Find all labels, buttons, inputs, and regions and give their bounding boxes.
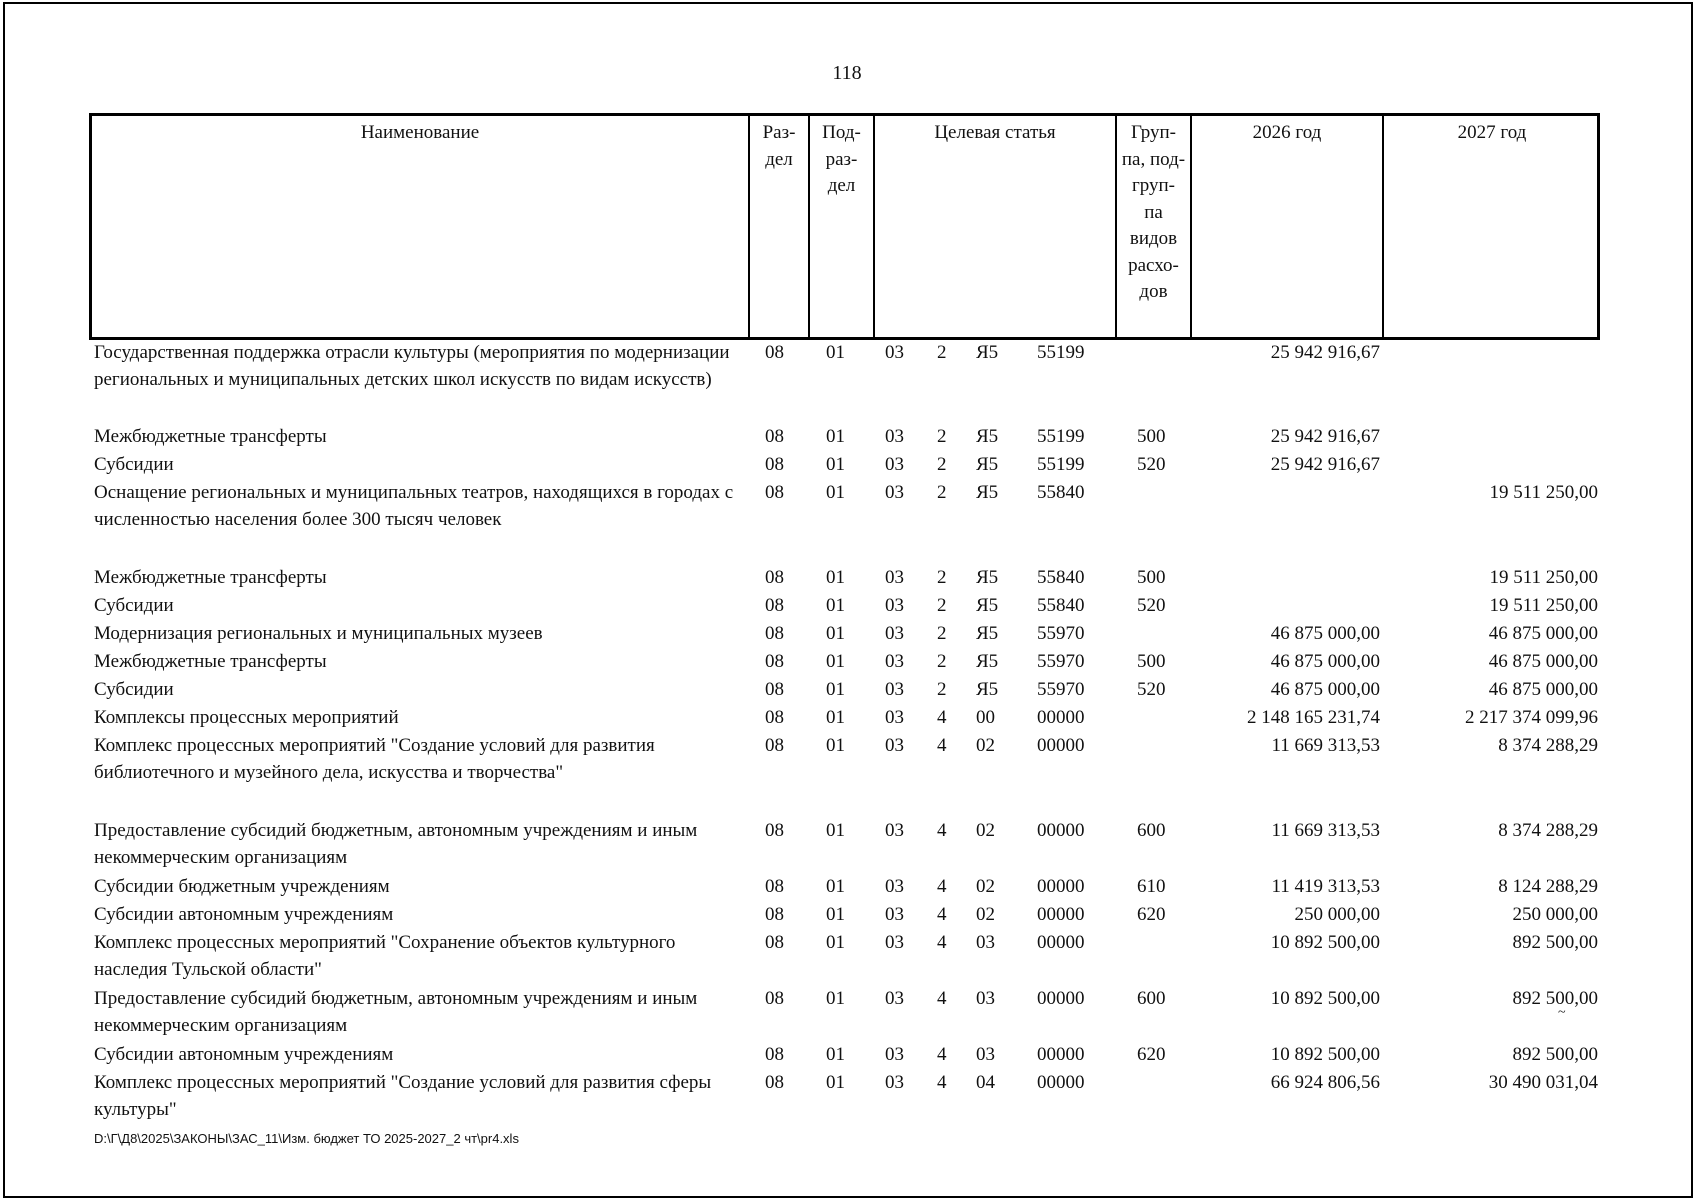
row-razdel: 08 (765, 623, 784, 644)
row-target-program: 03 (885, 1044, 904, 1065)
row-target-program: 03 (885, 988, 904, 1009)
row-target-program: 03 (885, 707, 904, 728)
row-target-project: Я5 (976, 454, 999, 475)
row-target-code: 00000 (1037, 1044, 1085, 1065)
row-name: Субсидии автономным учреждениям (94, 904, 394, 925)
row-target-code: 00000 (1037, 735, 1085, 756)
row-value-2026: 25 942 916,67 (1270, 454, 1380, 475)
row-target-type: 2 (937, 623, 947, 644)
row-razdel: 08 (765, 1072, 784, 1093)
row-target-code: 55970 (1037, 651, 1085, 672)
row-target-type: 4 (937, 876, 947, 897)
row-podrazdel: 01 (826, 1072, 845, 1093)
row-value-2026: 10 892 500,00 (1270, 1044, 1380, 1065)
row-razdel: 08 (765, 426, 784, 447)
row-target-type: 4 (937, 820, 947, 841)
row-target-type: 2 (937, 651, 947, 672)
row-target-type: 4 (937, 735, 947, 756)
row-value-2027: 2 217 374 099,96 (1465, 707, 1598, 728)
row-value-2026: 11 669 313,53 (1271, 820, 1380, 841)
row-target-type: 4 (937, 988, 947, 1009)
row-name: Комплекс процессных мероприятий "Создание условий для развития сферы культуры" (94, 1072, 712, 1120)
row-target-code: 55970 (1037, 623, 1085, 644)
row-target-code: 55840 (1037, 595, 1085, 616)
row-razdel: 08 (765, 932, 784, 953)
row-group: 500 (1137, 426, 1166, 447)
row-group: 500 (1137, 567, 1166, 588)
row-value-2026: 25 942 916,67 (1270, 342, 1380, 363)
row-target-project: Я5 (976, 623, 999, 644)
row-target-code: 55970 (1037, 679, 1085, 700)
row-target-code: 00000 (1037, 988, 1085, 1009)
row-podrazdel: 01 (826, 595, 845, 616)
row-value-2026: 250 000,00 (1294, 904, 1380, 925)
header-divider (1382, 116, 1384, 337)
row-target-code: 00000 (1037, 707, 1085, 728)
row-razdel: 08 (765, 707, 784, 728)
row-razdel: 08 (765, 820, 784, 841)
row-target-project: 03 (976, 1044, 995, 1065)
row-value-2027: 8 374 288,29 (1498, 735, 1598, 756)
row-target-type: 2 (937, 595, 947, 616)
row-target-project: Я5 (976, 679, 999, 700)
row-name: Предоставление субсидий бюджетным, автономным учреждениям и иным некоммерческим организациям (94, 988, 698, 1036)
row-value-2026: 2 148 165 231,74 (1247, 707, 1380, 728)
row-razdel: 08 (765, 735, 784, 756)
row-target-program: 03 (885, 679, 904, 700)
row-podrazdel: 01 (826, 426, 845, 447)
row-target-project: Я5 (976, 595, 999, 616)
row-podrazdel: 01 (826, 482, 845, 503)
table-header (89, 113, 1600, 340)
row-target-project: Я5 (976, 426, 999, 447)
row-podrazdel: 01 (826, 904, 845, 925)
row-target-program: 03 (885, 426, 904, 447)
row-value-2027: 46 875 000,00 (1488, 679, 1598, 700)
row-value-2027: 892 500,00 (1512, 1044, 1598, 1065)
row-target-code: 55199 (1037, 342, 1085, 363)
row-name: Субсидии (94, 679, 174, 700)
row-group: 620 (1137, 1044, 1166, 1065)
row-value-2026: 11 669 313,53 (1271, 735, 1380, 756)
header-target: Целевая статья (934, 122, 1056, 143)
row-target-type: 2 (937, 679, 947, 700)
row-value-2026: 66 924 806,56 (1270, 1072, 1380, 1093)
row-target-type: 2 (937, 482, 947, 503)
row-name: Субсидии (94, 595, 174, 616)
row-group: 520 (1137, 679, 1166, 700)
row-target-type: 4 (937, 904, 947, 925)
row-target-code: 00000 (1037, 932, 1085, 953)
row-razdel: 08 (765, 988, 784, 1009)
row-name: Оснащение региональных и муниципальных театров, находящихся в городах с численностью населения более 300 тысяч человек (94, 482, 734, 530)
header-divider (873, 116, 875, 337)
row-target-program: 03 (885, 651, 904, 672)
row-target-project: Я5 (976, 482, 999, 503)
row-target-type: 2 (937, 342, 947, 363)
row-podrazdel: 01 (826, 623, 845, 644)
row-podrazdel: 01 (826, 679, 845, 700)
row-podrazdel: 01 (826, 932, 845, 953)
row-target-project: 02 (976, 735, 995, 756)
row-name: Межбюджетные трансферты (94, 651, 327, 672)
row-target-project: 03 (976, 932, 995, 953)
row-podrazdel: 01 (826, 342, 845, 363)
row-value-2027: 46 875 000,00 (1488, 623, 1598, 644)
row-razdel: 08 (765, 567, 784, 588)
row-razdel: 08 (765, 342, 784, 363)
row-razdel: 08 (765, 904, 784, 925)
row-target-project: Я5 (976, 567, 999, 588)
row-razdel: 08 (765, 454, 784, 475)
row-podrazdel: 01 (826, 735, 845, 756)
row-razdel: 08 (765, 482, 784, 503)
row-target-type: 2 (937, 426, 947, 447)
row-value-2026: 10 892 500,00 (1270, 932, 1380, 953)
row-value-2026: 46 875 000,00 (1270, 679, 1380, 700)
row-name: Модернизация региональных и муниципальных музеев (94, 623, 543, 644)
row-target-program: 03 (885, 820, 904, 841)
row-value-2027: 892 500,00 (1512, 932, 1598, 953)
row-target-program: 03 (885, 454, 904, 475)
row-podrazdel: 01 (826, 876, 845, 897)
row-target-code: 00000 (1037, 904, 1085, 925)
row-target-type: 4 (937, 932, 947, 953)
header-razdel: Раз- дел (762, 122, 796, 170)
row-target-code: 00000 (1037, 1072, 1085, 1093)
row-name: Комплекс процессных мероприятий "Создание условий для развития библиотечного и музейного дела, искусства и творчества" (94, 735, 655, 783)
row-name: Комплекс процессных мероприятий "Сохранение объектов культурного наследия Тульской области" (94, 932, 676, 980)
row-name: Предоставление субсидий бюджетным, автономным учреждениям и иным некоммерческим организациям (94, 820, 698, 868)
row-value-2026: 11 419 313,53 (1271, 876, 1380, 897)
row-group: 520 (1137, 454, 1166, 475)
row-target-program: 03 (885, 1072, 904, 1093)
row-target-program: 03 (885, 876, 904, 897)
row-podrazdel: 01 (826, 651, 845, 672)
row-value-2027: 8 124 288,29 (1498, 876, 1598, 897)
header-group: Груп- па, под- груп- па видов расхо- дов (1121, 122, 1186, 302)
row-target-project: Я5 (976, 651, 999, 672)
row-group: 600 (1137, 820, 1166, 841)
row-group: 600 (1137, 988, 1166, 1009)
row-target-project: 02 (976, 904, 995, 925)
header-2027: 2027 год (1457, 122, 1527, 143)
row-podrazdel: 01 (826, 454, 845, 475)
row-target-type: 2 (937, 567, 947, 588)
row-target-code: 00000 (1037, 820, 1085, 841)
header-2026: 2026 год (1252, 122, 1322, 143)
row-name: Межбюджетные трансферты (94, 426, 327, 447)
row-value-2027: 892 500,00 (1512, 988, 1598, 1009)
row-target-program: 03 (885, 342, 904, 363)
row-target-program: 03 (885, 735, 904, 756)
row-value-2026: 46 875 000,00 (1270, 651, 1380, 672)
row-value-2026: 10 892 500,00 (1270, 988, 1380, 1009)
row-target-project: 02 (976, 876, 995, 897)
row-podrazdel: 01 (826, 820, 845, 841)
row-target-program: 03 (885, 567, 904, 588)
row-value-2027: 46 875 000,00 (1488, 651, 1598, 672)
row-target-program: 03 (885, 595, 904, 616)
row-target-code: 55199 (1037, 426, 1085, 447)
row-target-program: 03 (885, 904, 904, 925)
row-name: Государственная поддержка отрасли культуры (мероприятия по модернизации региональных и муниципальных детских школ искусств по видам искусств) (94, 342, 730, 390)
row-podrazdel: 01 (826, 988, 845, 1009)
row-value-2027: 19 511 250,00 (1489, 595, 1598, 616)
row-target-project: 04 (976, 1072, 995, 1093)
row-group: 520 (1137, 595, 1166, 616)
row-group: 610 (1137, 876, 1166, 897)
row-razdel: 08 (765, 1044, 784, 1065)
row-razdel: 08 (765, 876, 784, 897)
row-target-project: 02 (976, 820, 995, 841)
footer-file-path: D:\Г\Д8\2025\ЗАКОНЫ\ЗАС_11\Изм. бюджет ТО 2025-2027_2 чт\pr4.xls (94, 1131, 519, 1146)
row-target-code: 55840 (1037, 567, 1085, 588)
row-razdel: 08 (765, 595, 784, 616)
row-target-project: 03 (976, 988, 995, 1009)
row-target-type: 4 (937, 707, 947, 728)
row-razdel: 08 (765, 679, 784, 700)
row-value-2027: 19 511 250,00 (1489, 567, 1598, 588)
row-name: Субсидии (94, 454, 174, 475)
row-target-code: 55199 (1037, 454, 1085, 475)
row-value-2026: 25 942 916,67 (1270, 426, 1380, 447)
page-number: 118 (832, 62, 862, 84)
row-target-project: 00 (976, 707, 995, 728)
row-group: 620 (1137, 904, 1166, 925)
row-target-type: 2 (937, 454, 947, 475)
row-target-type: 4 (937, 1044, 947, 1065)
row-target-type: 4 (937, 1072, 947, 1093)
row-razdel: 08 (765, 651, 784, 672)
header-podrazdel: Под- раз- дел (822, 122, 861, 196)
row-value-2027: 19 511 250,00 (1489, 482, 1598, 503)
row-target-code: 55840 (1037, 482, 1085, 503)
row-value-2027: 8 374 288,29 (1498, 820, 1598, 841)
row-target-code: 00000 (1037, 876, 1085, 897)
row-value-2027: 250 000,00 (1512, 904, 1598, 925)
row-name: Межбюджетные трансферты (94, 567, 327, 588)
header-divider (1190, 116, 1192, 337)
row-value-2027: 30 490 031,04 (1488, 1072, 1598, 1093)
row-target-project: Я5 (976, 342, 999, 363)
row-name: Субсидии бюджетным учреждениям (94, 876, 390, 897)
row-podrazdel: 01 (826, 707, 845, 728)
row-value-2026: 46 875 000,00 (1270, 623, 1380, 644)
row-podrazdel: 01 (826, 1044, 845, 1065)
header-name: Наименование (360, 122, 480, 143)
row-podrazdel: 01 (826, 567, 845, 588)
row-group: 500 (1137, 651, 1166, 672)
stray-mark: ~ (1558, 1005, 1566, 1020)
row-name: Субсидии автономным учреждениям (94, 1044, 394, 1065)
row-target-program: 03 (885, 932, 904, 953)
row-name: Комплексы процессных мероприятий (94, 707, 399, 728)
row-target-program: 03 (885, 623, 904, 644)
row-target-program: 03 (885, 482, 904, 503)
